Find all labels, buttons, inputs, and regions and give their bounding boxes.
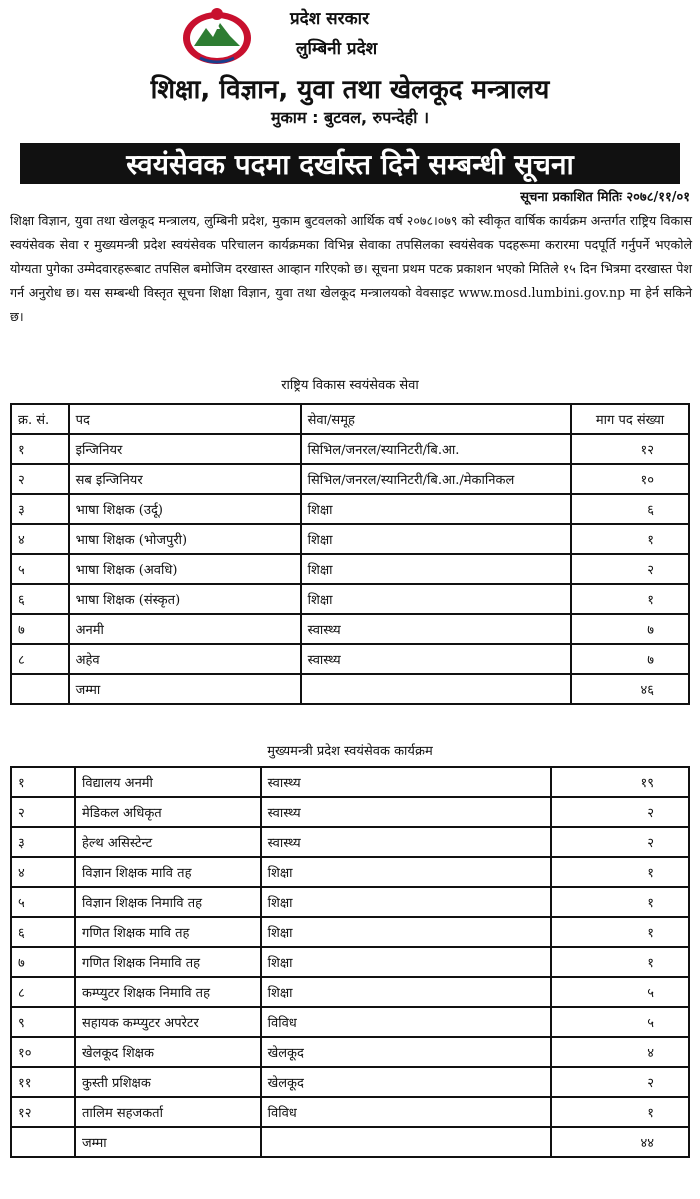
cell-serial: १२: [11, 1097, 75, 1127]
total-row: [11, 674, 689, 704]
cell-service: स्वास्थ्य: [261, 797, 552, 827]
total-label: जम्मा: [75, 1127, 261, 1157]
cell-serial: ७: [11, 614, 69, 644]
total-label: जम्मा: [69, 674, 301, 704]
table-row: [11, 1037, 689, 1067]
table-row: [11, 464, 689, 494]
cell-serial: ५: [11, 554, 69, 584]
cell-serial: ४: [11, 857, 75, 887]
col-service-group: सेवा/समूह: [301, 404, 571, 434]
cell-post: अनमी: [69, 614, 301, 644]
table-row: [11, 767, 689, 797]
cell-service: खेलकूद: [261, 1067, 552, 1097]
cell-service: स्वास्थ्य: [261, 767, 552, 797]
cell-serial: ५: [11, 887, 75, 917]
ministry-location: मुकाम : बुटवल, रुपन्देही ।: [270, 108, 430, 127]
table-row: [11, 434, 689, 464]
cell-post: सहायक कम्प्युटर अपरेटर: [75, 1007, 261, 1037]
cell-serial: २: [11, 464, 69, 494]
cell-serial: ४: [11, 524, 69, 554]
cell-post: विज्ञान शिक्षक मावि तह: [75, 857, 261, 887]
cell-quantity: ५: [551, 1007, 689, 1037]
cell-post: इन्जिनियर: [69, 434, 301, 464]
cell-serial: ९: [11, 1007, 75, 1037]
table-row: [11, 1007, 689, 1037]
nepal-emblem-icon: [180, 6, 254, 66]
cell-post: कुस्ती प्रशिक्षक: [75, 1067, 261, 1097]
cell-quantity: ४: [551, 1037, 689, 1067]
table-row: [11, 827, 689, 857]
cell-serial: १: [11, 767, 75, 797]
cell-serial: ३: [11, 494, 69, 524]
cell-post: गणित शिक्षक मावि तह: [75, 917, 261, 947]
cell-post: कम्प्युटर शिक्षक निमावि तह: [75, 977, 261, 1007]
table-row: [11, 1067, 689, 1097]
cell-empty: [301, 674, 571, 704]
cell-post: अहेव: [69, 644, 301, 674]
cell-service: शिक्षा: [261, 977, 552, 1007]
cell-service: शिक्षा: [301, 524, 571, 554]
table2-caption: मुख्यमन्त्री प्रदेश स्वयंसेवक कार्यक्रम: [267, 744, 433, 759]
cell-post: मेडिकल अधिकृत: [75, 797, 261, 827]
cell-post: भाषा शिक्षक (भोजपुरी): [69, 524, 301, 554]
cell-serial: ८: [11, 977, 75, 1007]
cell-quantity: १: [571, 584, 689, 614]
table-row: [11, 1097, 689, 1127]
table-row: [11, 887, 689, 917]
notice-header: [0, 0, 700, 140]
cell-post: भाषा शिक्षक (अवधि): [69, 554, 301, 584]
cell-quantity: २: [571, 554, 689, 584]
ministry-name: शिक्षा, विज्ञान, युवा तथा खेलकूद मन्त्रालय: [150, 75, 550, 105]
government-label: प्रदेश सरकार: [290, 9, 370, 29]
notice-body: शिक्षा विज्ञान, युवा तथा खेलकूद मन्त्रालय, लुम्बिनी प्रदेश, मुकाम बुटवलको आर्थिक वर्ष २०७८।०७९ को स्वीकृत वार्षिक कार्यक्रम अन्तर्गत राष्ट्रिय विकास स्वयंसेवक सेवा र मुख्यमन्त्री प्रदेश स्वयंसेवक परिचालन कार्यक्रमका विभिन्न सेवाका तपसिलका स्वयंसेवक पदहरूमा करारमा पदपूर्ति गर्नुपर्ने भएकोले योग्यता पुगेका उम्मेदवारहरूबाट तपसिल बमोजिम दरखास्त आव्हान गरिएको छ। सूचना प्रथम पटक प्रकाशन भएको मितिले १५ दिन भित्रमा दरखास्त पेश गर्न अनुरोध छ। यस सम्बन्धी विस्तृत सूचना शिक्षा विज्ञान, युवा तथा खेलकूद मन्त्रालयको वेवसाइट www.mosd.lumbini.gov.np मा हेर्न सकिने छ।: [10, 213, 692, 324]
cell-service: स्वास्थ्य: [301, 644, 571, 674]
cell-serial: ६: [11, 917, 75, 947]
table-cm-volunteer: [10, 766, 690, 1158]
cell-serial: ६: [11, 584, 69, 614]
cell-service: शिक्षा: [261, 887, 552, 917]
table-row: [11, 947, 689, 977]
table-row: [11, 614, 689, 644]
table1-caption: राष्ट्रिय विकास स्वयंसेवक सेवा: [281, 378, 419, 393]
notice-title: स्वयंसेवक पदमा दर्खास्त दिने सम्बन्धी सूचना: [20, 143, 680, 184]
table-row: [11, 644, 689, 674]
cell-service: शिक्षा: [261, 917, 552, 947]
col-post: पद: [69, 404, 301, 434]
cell-service: सिभिल/जनरल/स्यानिटरी/बि.आ.: [301, 434, 571, 464]
table-row: [11, 554, 689, 584]
table-row: [11, 584, 689, 614]
cell-service: सिभिल/जनरल/स्यानिटरी/बि.आ./मेकानिकल: [301, 464, 571, 494]
table-row: [11, 917, 689, 947]
cell-quantity: २: [551, 827, 689, 857]
cell-post: भाषा शिक्षक (संस्कृत): [69, 584, 301, 614]
cell-quantity: ५: [551, 977, 689, 1007]
total-value: ४४: [551, 1127, 689, 1157]
cell-post: खेलकूद शिक्षक: [75, 1037, 261, 1067]
cell-quantity: १: [571, 524, 689, 554]
cell-serial: ८: [11, 644, 69, 674]
col-quantity: माग पद संख्या: [571, 404, 689, 434]
cell-quantity: ७: [571, 614, 689, 644]
cell-post: विज्ञान शिक्षक निमावि तह: [75, 887, 261, 917]
total-value: ४६: [571, 674, 689, 704]
cell-quantity: १: [551, 857, 689, 887]
published-date: सूचना प्रकाशित मितिः २०७८/११/०१: [520, 190, 690, 205]
cell-quantity: १: [551, 887, 689, 917]
cell-service: स्वास्थ्य: [261, 827, 552, 857]
cell-quantity: २: [551, 797, 689, 827]
cell-service: स्वास्थ्य: [301, 614, 571, 644]
cell-service: शिक्षा: [301, 584, 571, 614]
cell-service: खेलकूद: [261, 1037, 552, 1067]
cell-quantity: १: [551, 947, 689, 977]
cell-quantity: २: [551, 1067, 689, 1097]
cell-quantity: १९: [551, 767, 689, 797]
cell-quantity: १: [551, 1097, 689, 1127]
cell-post: तालिम सहजकर्ता: [75, 1097, 261, 1127]
cell-post: सब इन्जिनियर: [69, 464, 301, 494]
table-header-row: [11, 404, 689, 434]
cell-service: शिक्षा: [301, 494, 571, 524]
table-row: [11, 494, 689, 524]
total-row: [11, 1127, 689, 1157]
cell-empty: [11, 674, 69, 704]
cell-quantity: ७: [571, 644, 689, 674]
cell-serial: १०: [11, 1037, 75, 1067]
cell-service: विविध: [261, 1007, 552, 1037]
cell-post: गणित शिक्षक निमावि तह: [75, 947, 261, 977]
table-row: [11, 857, 689, 887]
cell-service: शिक्षा: [261, 857, 552, 887]
cell-quantity: ६: [571, 494, 689, 524]
cell-serial: ११: [11, 1067, 75, 1097]
cell-serial: ७: [11, 947, 75, 977]
table-row: [11, 524, 689, 554]
cell-service: विविध: [261, 1097, 552, 1127]
cell-empty: [11, 1127, 75, 1157]
cell-empty: [261, 1127, 552, 1157]
cell-serial: ३: [11, 827, 75, 857]
cell-post: भाषा शिक्षक (उर्दू): [69, 494, 301, 524]
cell-quantity: १२: [571, 434, 689, 464]
cell-post: विद्यालय अनमी: [75, 767, 261, 797]
col-serial: क्र. सं.: [11, 404, 69, 434]
cell-serial: १: [11, 434, 69, 464]
table-national-volunteer: [10, 403, 690, 705]
cell-serial: २: [11, 797, 75, 827]
province-label: लुम्बिनी प्रदेश: [296, 39, 378, 59]
cell-quantity: १: [551, 917, 689, 947]
cell-service: शिक्षा: [301, 554, 571, 584]
cell-service: शिक्षा: [261, 947, 552, 977]
cell-post: हेल्थ असिस्टेन्ट: [75, 827, 261, 857]
table-row: [11, 797, 689, 827]
table-row: [11, 977, 689, 1007]
cell-quantity: १०: [571, 464, 689, 494]
